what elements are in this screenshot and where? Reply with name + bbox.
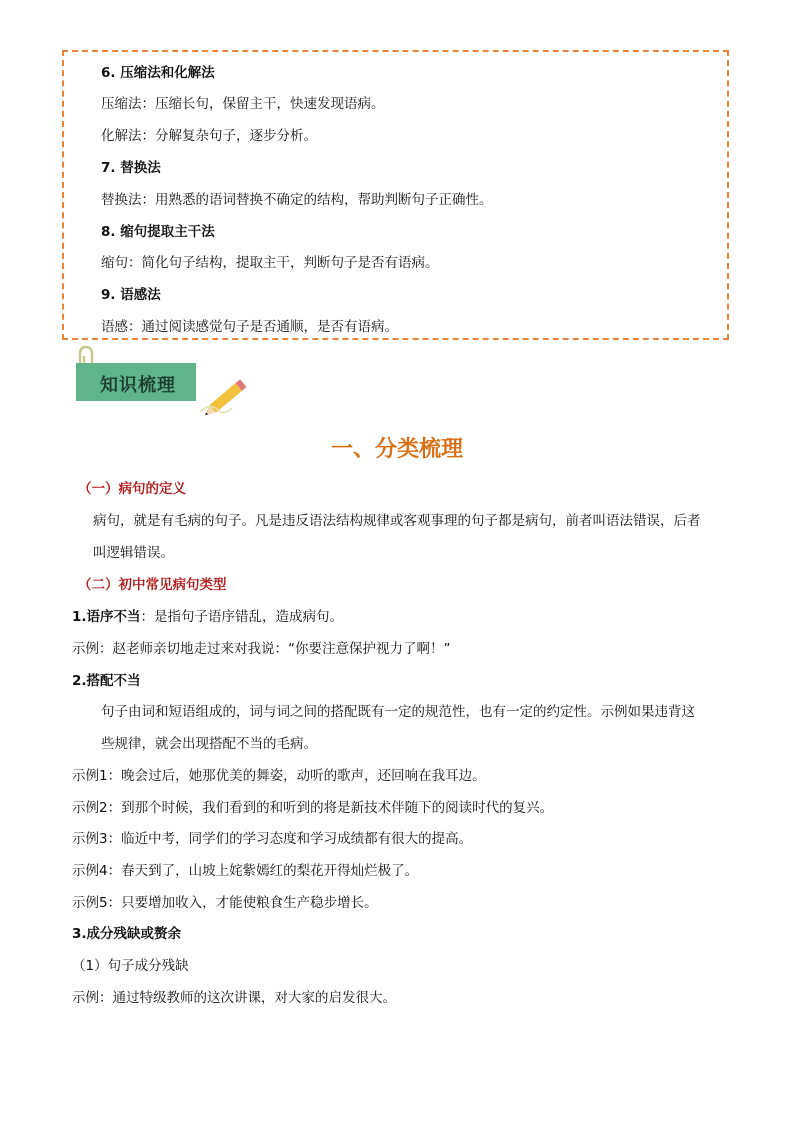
type-3-subheading: （1）句子成分残缺 xyxy=(72,958,189,974)
type-1-heading: 1.语序不当 xyxy=(72,609,141,625)
method-6-heading: 6. 压缩法和化解法 xyxy=(101,65,215,81)
pencil-icon xyxy=(196,372,260,420)
type-3-example: 示例：通过特级教师的这次讲课，对大家的启发很大。 xyxy=(72,990,396,1006)
type-2-paragraph-line-1: 句子由词和短语组成的，词与词之间的搭配既有一定的规范性，也有一定的约定性。示例如果违背这 xyxy=(101,704,695,720)
type-2-example-2: 示例2：到那个时候，我们看到的和听到的将是新技术伴随下的阅读时代的复兴。 xyxy=(72,800,554,816)
subheading-types: （二）初中常见病句类型 xyxy=(78,577,227,593)
type-2-example-4: 示例4：春天到了，山坡上姹紫嫣红的梨花开得灿烂极了。 xyxy=(72,863,419,879)
method-7-heading: 7. 替换法 xyxy=(101,160,161,176)
type-2-example-5: 示例5：只要增加收入，才能使粮食生产稳步增长。 xyxy=(72,895,378,911)
definition-line-2: 叫逻辑错误。 xyxy=(93,545,174,561)
method-8-heading: 8. 缩句提取主干法 xyxy=(101,224,215,240)
method-9-heading: 9. 语感法 xyxy=(101,287,161,303)
type-3-heading: 3.成分残缺或赘余 xyxy=(72,926,182,942)
type-1-example: 示例：赵老师亲切地走过来对我说：“你要注意保护视力了啊！” xyxy=(72,641,451,657)
method-8-text: 缩句：简化句子结构，提取主干，判断句子是否有语病。 xyxy=(101,255,439,271)
type-2-example-1: 示例1：晚会过后，她那优美的舞姿，动听的歌声，还回响在我耳边。 xyxy=(72,768,486,784)
section-title: 一、分类梳理 xyxy=(330,437,463,462)
type-2-example-3: 示例3：临近中考，同学们的学习态度和学习成绩都有很大的提高。 xyxy=(72,831,473,847)
method-6-text-a: 压缩法：压缩长句，保留主干，快速发现语病。 xyxy=(101,96,385,112)
definition-line-1: 病句，就是有毛病的句子。凡是违反语法结构规律或客观事理的句子都是病句，前者叫语法错误，后者 xyxy=(93,513,701,529)
type-2-paragraph-line-2: 些规律，就会出现搭配不当的毛病。 xyxy=(101,736,317,752)
type-2-heading: 2.搭配不当 xyxy=(72,673,141,689)
method-7-text: 替换法：用熟悉的语词替换不确定的结构，帮助判断句子正确性。 xyxy=(101,192,493,208)
method-6-text-b: 化解法：分解复杂句子，逐步分析。 xyxy=(101,128,317,144)
type-1-description: ：是指句子语序错乱，造成病句。 xyxy=(140,609,344,625)
subheading-definition: （一）病句的定义 xyxy=(78,481,186,497)
method-9-text: 语感：通过阅读感觉句子是否通顺，是否有语病。 xyxy=(101,319,398,335)
section-banner-label: 知识梳理 xyxy=(100,375,176,396)
type-1 xyxy=(72,605,343,625)
